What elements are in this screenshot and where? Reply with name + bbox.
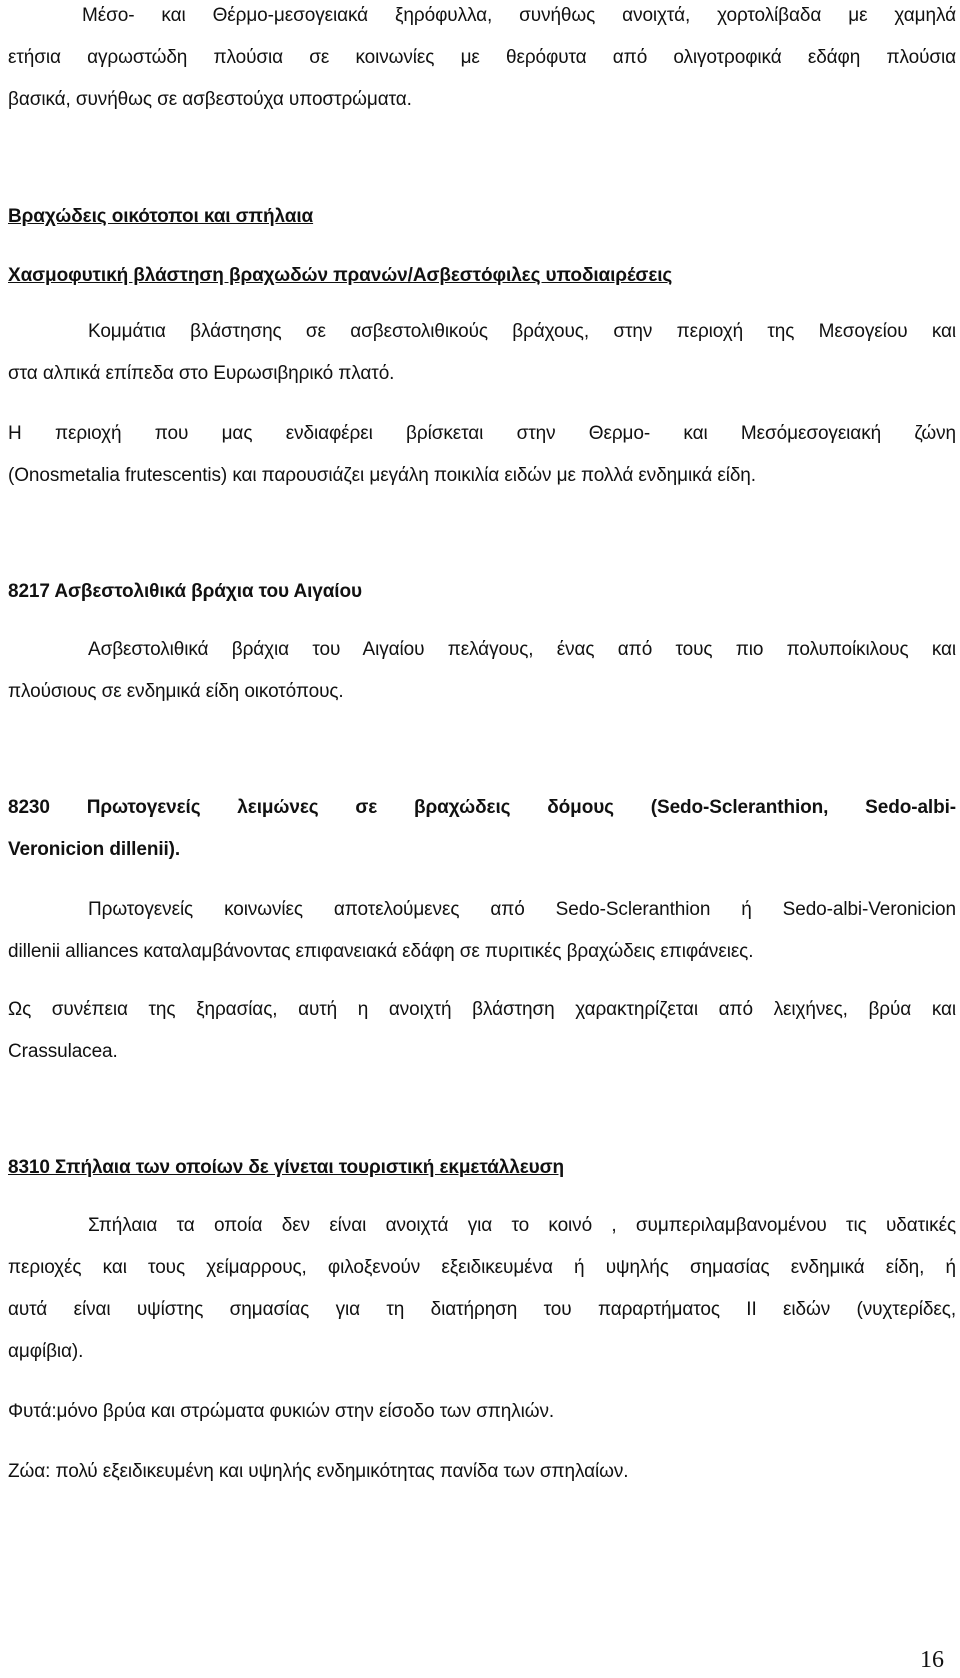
section-8310-line-2: περιοχές και τους χείμαρρους, φιλοξενούν εξειδικευμένα ή υψηλής σημασίας ενδημικά είδη, ή <box>8 1257 956 1278</box>
rocky-paragraph-2-line-2: (Onosmetalia frutescentis) και παρουσιάζει μεγάλη ποικιλία ειδών με πολλά ενδημικά είδη. <box>8 465 756 486</box>
section-heading-8230-line-2: Veronicion dillenii). <box>8 839 181 860</box>
intro-line-1: Μέσο- και Θέρμο-μεσογειακά ξηρόφυλλα, συνήθως ανοιχτά, χορτολίβαδα με χαμηλά <box>82 5 956 26</box>
intro-line-3: βασικά, συνήθως σε ασβεστούχα υποστρώματα. <box>8 89 412 110</box>
rocky-paragraph-1-line-1: Κομμάτια βλάστησης σε ασβεστολιθικούς βράχους, στην περιοχή της Μεσογείου και <box>88 321 956 342</box>
section-8230-paragraph-1-line-1: Πρωτογενείς κοινωνίες αποτελούμενες από Sedo-Scleranthion ή Sedo-albi-Veronicion <box>88 899 956 920</box>
section-heading-rocky-habitats: Βραχώδεις οικότοποι και σπήλαια <box>8 206 314 227</box>
section-heading-8217: 8217 Ασβεστολιθικά βράχια του Αιγαίου <box>8 581 362 602</box>
section-8217-line-2: πλούσιους σε ενδημικά είδη οικοτόπους. <box>8 681 344 702</box>
section-8310-line-3: αυτά είναι υψίστης σημασίας για τη διατήρηση του παραρτήματος ΙΙ ειδών (νυχτερίδες, <box>8 1299 956 1320</box>
section-8230-paragraph-2-line-1: Ως συνέπεια της ξηρασίας, αυτή η ανοιχτή βλάστηση χαρακτηρίζεται από λειχήνες, βρύα και <box>8 999 956 1020</box>
rocky-paragraph-1-line-2: στα αλπικά επίπεδα στο Ευρωσιβηρικό πλατό. <box>8 363 395 384</box>
section-8310-animals: Ζώα: πολύ εξειδικευμένη και υψηλής ενδημικότητας πανίδα των σπηλαίων. <box>8 1461 629 1482</box>
section-heading-8310: 8310 Σπήλαια των οποίων δε γίνεται τουριστική εκμετάλλευση <box>8 1157 564 1178</box>
subheading-chasmophytic-vegetation: Χασμοφυτική βλάστηση βραχωδών πρανών/Ασβεστόφιλες υποδιαιρέσεις <box>8 265 673 286</box>
section-8310-line-1: Σπήλαια τα οποία δεν είναι ανοιχτά για το κοινό , συμπεριλαμβανομένου τις υδατικές <box>88 1215 956 1236</box>
section-8230-paragraph-2-line-2: Crassulacea. <box>8 1041 118 1062</box>
section-8310-plants: Φυτά:μόνο βρύα και στρώματα φυκιών στην είσοδο των σπηλιών. <box>8 1401 555 1422</box>
intro-line-2: ετήσια αγρωστώδη πλούσια σε κοινωνίες με θερόφυτα από ολιγοτροφικά εδάφη πλούσια <box>8 47 956 68</box>
rocky-paragraph-2-line-1: Η περιοχή που μας ενδιαφέρει βρίσκεται στην Θερμο- και Μεσόμεσογειακή ζώνη <box>8 423 956 444</box>
page-number: 16 <box>920 1647 944 1673</box>
section-heading-8230-line-1: 8230 Πρωτογενείς λειμώνες σε βραχώδεις δόμους (Sedo-Scleranthion, Sedo-albi- <box>8 797 956 818</box>
section-8230-paragraph-1-line-2: dillenii alliances καταλαμβάνοντας επιφανειακά εδάφη σε πυριτικές βραχώδεις επιφάνειες. <box>8 941 754 962</box>
section-8310-line-4: αμφίβια). <box>8 1341 84 1362</box>
section-8217-line-1: Ασβεστολιθικά βράχια του Αιγαίου πελάγους, ένας από τους πιο πολυποίκιλους και <box>88 639 956 660</box>
